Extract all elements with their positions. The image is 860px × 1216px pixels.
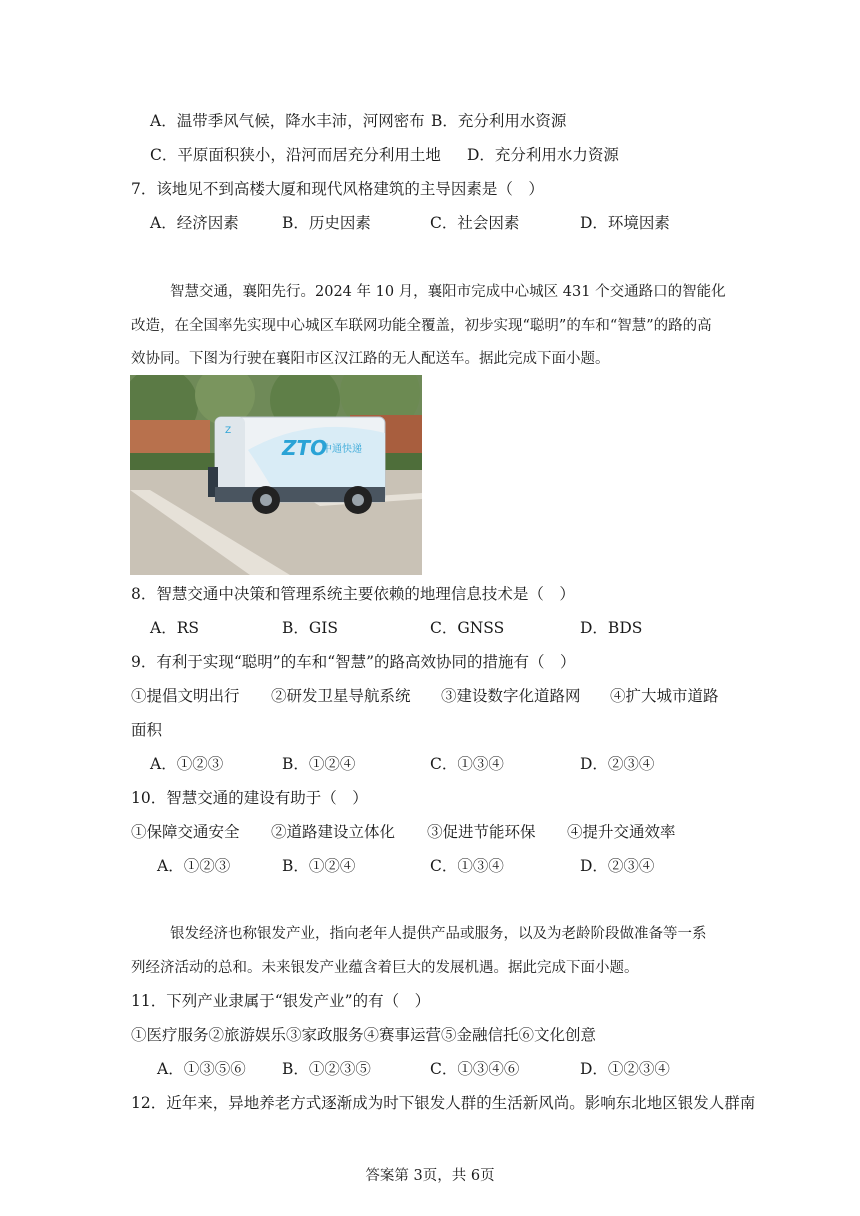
q10-option-c: C．①③④ bbox=[430, 857, 504, 875]
q7-option-a: A．经济因素 bbox=[150, 214, 239, 232]
delivery-vehicle-photo bbox=[130, 375, 422, 575]
passage1-line-1: 智慧交通，襄阳先行。2024 年 10 月，襄阳市完成中心城区 431 个交通路口的智能化 bbox=[170, 284, 726, 300]
q6-option-c: C．平原面积狭小，沿河而居充分利用土地 bbox=[150, 146, 441, 164]
zto-brand-text: 中通快递 bbox=[322, 444, 362, 455]
q7-stem: 7．该地见不到高楼大厦和现代风格建筑的主导因素是（ ） bbox=[131, 180, 544, 198]
q10-stem: 10．智慧交通的建设有助于（ ） bbox=[131, 789, 368, 807]
q9-stem: 9．有利于实现“聪明”的车和“智慧”的路高效协同的措施有（ ） bbox=[131, 653, 576, 671]
q9-item-1: ①提倡文明出行 bbox=[131, 687, 240, 705]
q9-item-4: ④扩大城市道路 bbox=[610, 687, 719, 705]
q8-option-a: A．RS bbox=[150, 619, 199, 637]
q12-stem: 12．近年来，异地养老方式逐渐成为时下银发人群的生活新风尚。影响东北地区银发人群南 bbox=[131, 1094, 756, 1112]
q11-option-c: C．①③④⑥ bbox=[430, 1060, 520, 1078]
q7-option-b: B．历史因素 bbox=[282, 214, 371, 232]
q10-item-3: ③促进节能环保 bbox=[427, 823, 536, 841]
q6-option-a: A．温带季风气候，降水丰沛，河网密布 bbox=[150, 112, 425, 130]
q9-option-c: C．①③④ bbox=[430, 755, 504, 773]
q11-option-b: B．①②③⑤ bbox=[282, 1060, 371, 1078]
q11-items: ①医疗服务②旅游娱乐③家政服务④赛事运营⑤金融信托⑥文化创意 bbox=[131, 1026, 597, 1044]
q9-item-3: ③建设数字化道路网 bbox=[441, 687, 581, 705]
q8-stem: 8．智慧交通中决策和管理系统主要依赖的地理信息技术是（ ） bbox=[131, 585, 575, 603]
q10-option-d: D．②③④ bbox=[580, 857, 655, 875]
passage1-line-2: 改造，在全国率先实现中心城区车联网功能全覆盖，初步实现“聪明”的车和“智慧”的路的高 bbox=[131, 318, 712, 334]
q7-option-c: C．社会因素 bbox=[430, 214, 520, 232]
page-footer: 答案第 3页，共 6页 bbox=[365, 1168, 495, 1184]
q6-option-d: D．充分利用水力资源 bbox=[467, 146, 619, 164]
q9-item-2: ②研发卫星导航系统 bbox=[271, 687, 411, 705]
q9-option-a: A．①②③ bbox=[150, 755, 224, 773]
delivery-vehicle-illustration bbox=[130, 375, 422, 575]
q8-option-d: D．BDS bbox=[580, 619, 643, 637]
q10-option-b: B．①②④ bbox=[282, 857, 356, 875]
passage1-line-3: 效协同。下图为行驶在襄阳市区汉江路的无人配送车。据此完成下面小题。 bbox=[131, 351, 610, 367]
q9-item-wrap: 面积 bbox=[131, 721, 163, 739]
passage2-line-2: 列经济活动的总和。未来银发产业蕴含着巨大的发展机遇。据此完成下面小题。 bbox=[131, 960, 639, 976]
q7-option-d: D．环境因素 bbox=[580, 214, 670, 232]
q9-option-d: D．②③④ bbox=[580, 755, 655, 773]
q10-option-a: A．①②③ bbox=[157, 857, 231, 875]
q6-option-b: B．充分利用水资源 bbox=[431, 112, 567, 130]
zto-logo: ZTO bbox=[282, 436, 328, 460]
q11-option-a: A．①③⑤⑥ bbox=[157, 1060, 246, 1078]
q10-item-4: ④提升交通效率 bbox=[567, 823, 676, 841]
q8-option-c: C．GNSS bbox=[430, 619, 505, 637]
q8-option-b: B．GIS bbox=[282, 619, 339, 637]
passage2-line-1: 银发经济也称银发产业，指向老年人提供产品或服务，以及为老龄阶段做准备等一系 bbox=[170, 926, 707, 942]
q11-option-d: D．①②③④ bbox=[580, 1060, 670, 1078]
q10-item-1: ①保障交通安全 bbox=[131, 823, 240, 841]
q9-option-b: B．①②④ bbox=[282, 755, 356, 773]
q10-item-2: ②道路建设立体化 bbox=[271, 823, 396, 841]
zto-badge: Z bbox=[225, 426, 232, 436]
q11-stem: 11．下列产业隶属于“银发产业”的有（ ） bbox=[131, 992, 431, 1010]
